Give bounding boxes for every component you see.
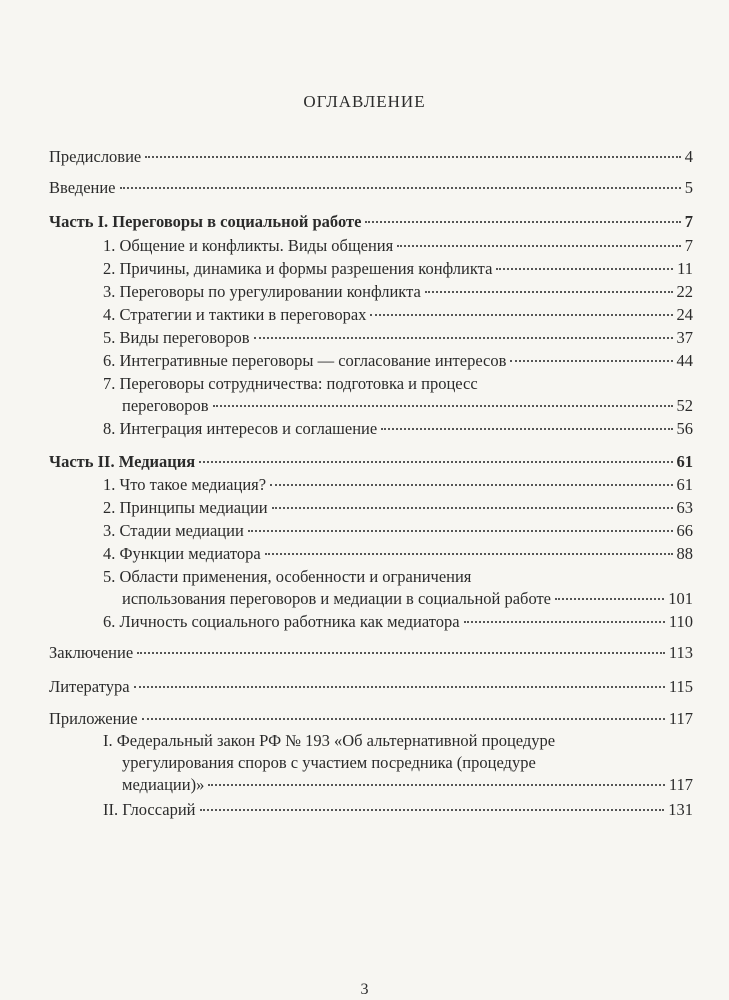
- toc-entry-1-2: 2. Причины, динамика и формы разрешения конфликта 11: [103, 259, 693, 278]
- toc-entry-appendix-1-line1: I. Федеральный закон РФ № 193 «Об альтернативной процедуре: [103, 731, 556, 750]
- toc-entry-conclusion: Заключение 113: [49, 643, 693, 662]
- toc-entry-1-1: 1. Общение и конфликты. Виды общения 7: [103, 236, 693, 255]
- toc-entry-2-1: 1. Что такое медиация? 61: [103, 475, 693, 494]
- toc-entry-part-1: Часть I. Переговоры в социальной работе 7: [49, 212, 693, 231]
- toc-entry-2-3: 3. Стадии медиации 66: [103, 521, 693, 540]
- toc-entry-2-5: использования переговоров и медиации в социальной работе 101: [122, 589, 693, 608]
- toc-entry-1-6: 6. Интегративные переговоры — согласование интересов 44: [103, 351, 693, 370]
- page-number: 3: [360, 981, 369, 998]
- toc-entry-2-2: 2. Принципы медиации 63: [103, 498, 693, 517]
- toc-entry-part-2: Часть II. Медиация 61: [49, 452, 693, 471]
- toc-entry-2-4: 4. Функции медиатора 88: [103, 544, 693, 563]
- toc-entry-1-3: 3. Переговоры по урегулировании конфликта 22: [103, 282, 693, 301]
- toc-entry-preface: Предисловие 4: [49, 147, 693, 166]
- toc-entry-2-6: 6. Личность социального работника как медиатора 110: [103, 612, 693, 631]
- toc-entry-appendix: Приложение 117: [49, 709, 693, 728]
- toc-entry-1-8: 8. Интеграция интересов и соглашение 56: [103, 419, 693, 438]
- toc-entry-1-7: переговоров 52: [122, 396, 693, 415]
- toc-entry-appendix-1-line2: урегулирования споров с участием посредника (процедуре: [122, 753, 536, 772]
- toc-entry-1-7-line1: 7. Переговоры сотрудничества: подготовка и процесс: [103, 374, 478, 393]
- toc-entry-1-5: 5. Виды переговоров 37: [103, 328, 693, 347]
- toc-entry-1-4: 4. Стратегии и тактики в переговорах 24: [103, 305, 693, 324]
- toc-entry-introduction: Введение 5: [49, 178, 693, 197]
- toc-entry-appendix-2: II. Глоссарий 131: [103, 800, 693, 819]
- page-title: ОГЛАВЛЕНИЕ: [303, 92, 426, 111]
- toc-entry-2-5-line1: 5. Области применения, особенности и ограничения: [103, 567, 472, 586]
- toc-entry-references: Литература 115: [49, 677, 693, 696]
- toc-entry-appendix-1: медиации)» 117: [122, 775, 693, 794]
